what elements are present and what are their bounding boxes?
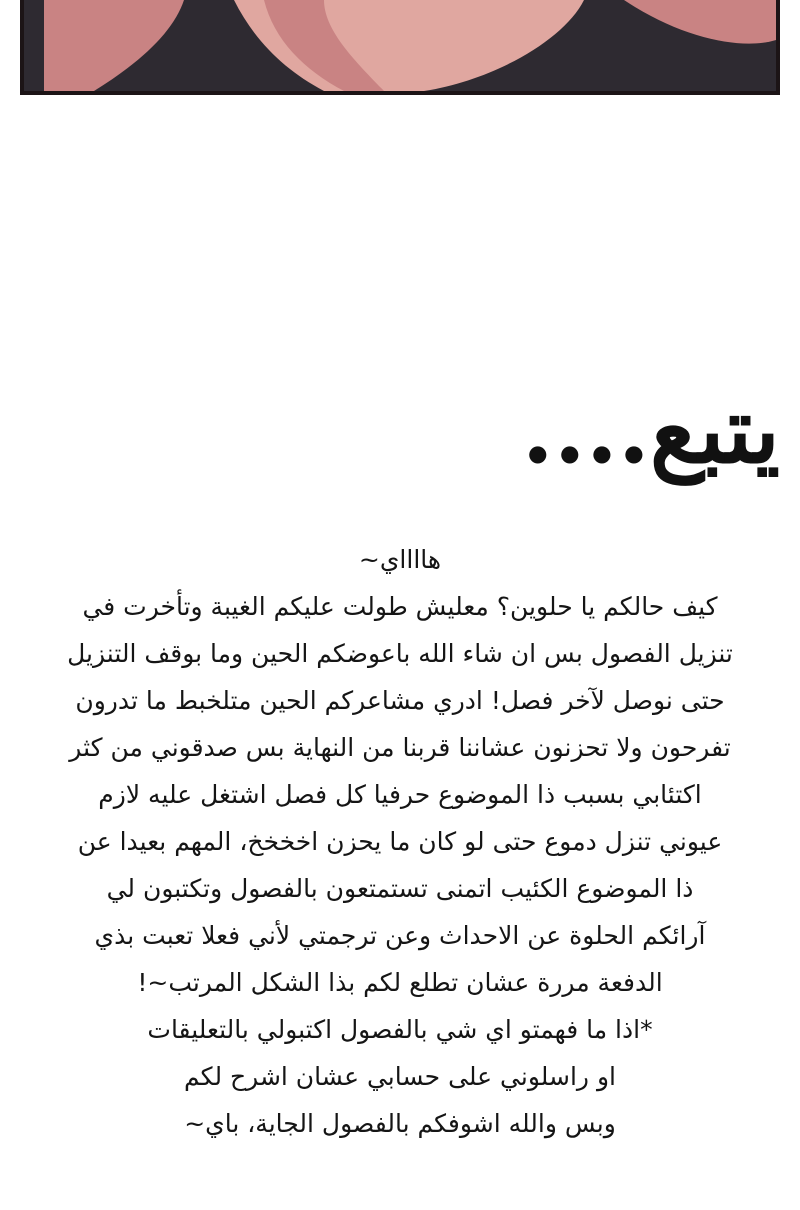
note-line: الدفعة مررة عشان تطلع لكم بذا الشكل المرتب~! [137,968,663,997]
comic-panel-fragment [20,0,780,95]
note-line: آرائكم الحلوة عن الاحداث وعن ترجمتي لأني فعلا تعبت بذي [94,921,706,950]
note-line: ذا الموضوع الكئيب اتمنى تستمتعون بالفصول وتكتبون لي [106,874,694,903]
comic-art-image [24,0,776,91]
to-be-continued-title: يتبع.... [521,376,780,484]
note-line: وبس والله اشوفكم بالفصول الجاية، باي~ [184,1109,616,1138]
note-line: عيوني تنزل دموع حتى لو كان ما يحزن اخخخخ، المهم بعيدا عن [77,827,723,856]
note-line: *اذا ما فهمتو اي شي بالفصول اكتبولي بالتعليقات [147,1015,653,1044]
note-line: كيف حالكم يا حلوين؟ معليش طولت عليكم الغيبة وتأخرت في [82,592,718,621]
translator-note [20,536,780,1147]
note-line: تنزيل الفصول بس ان شاء الله باعوضكم الحين وما بوقف التنزيل [67,639,733,668]
note-line: اكتئابي بسبب ذا الموضوع حرفيا كل فصل اشتغل عليه لازم [98,780,702,809]
note-line: او راسلوني على حسابي عشان اشرح لكم [184,1062,616,1091]
note-line: تفرحون ولا تحزنون عشاننا قربنا من النهاية بس صدقوني من كثر [69,733,731,762]
note-line: هااااي~ [358,545,442,574]
note-line: حتى نوصل لآخر فصل! ادري مشاعركم الحين متلخبط ما تدرون [75,686,725,715]
